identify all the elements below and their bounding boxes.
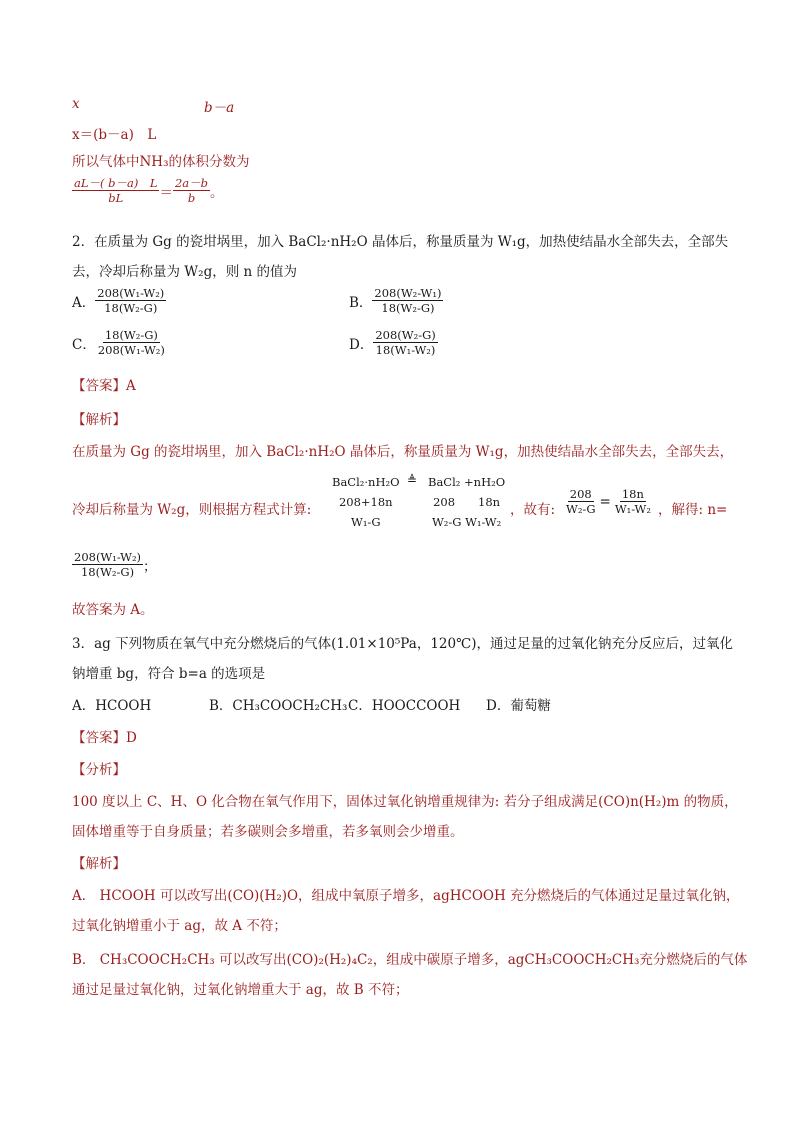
q3-stem-line2: 钠增重 bg，符合 b=a 的选项是 (72, 666, 266, 682)
reaction-left-formula: BaCl₂·nH₂O (332, 475, 400, 489)
q3-fenxi-line1: 100 度以上 C、H、O 化合物在氧气作用下，固体过氧化钠增重规律为: 若分子组成满足(CO)n(H₂)m 的物质， (72, 794, 738, 810)
sol-prev-frac1-num: aL－( b－a) L (74, 176, 158, 190)
q3-option-b: B．CH₃COOCH₂CH₃ (209, 698, 348, 714)
q2-result (72, 550, 157, 579)
q2-ratio-left-num: 208 (569, 487, 592, 501)
reaction-arrow: ≜ (407, 473, 418, 487)
sol-prev-fraction-intro: 所以气体中NH₃的体积分数为 (72, 154, 250, 170)
q3-fenxi-tag: 【分析】 (72, 762, 126, 778)
q2-option-b-num: 208(W₂-W₁) (374, 286, 442, 300)
q2-option-d (349, 328, 438, 357)
q3-fenxi-line2: 固体增重等于自身质量；若多碳则会多增重，若多氧则会少增重。 (72, 824, 464, 840)
q2-stem-line1: 2．在质量为 Gg 的瓷坩埚里，加入 BaCl₂·nH₂O 晶体后，称量质量为 W₁g，加热使结晶水全部失去，全部失 (72, 234, 729, 250)
q2-option-b-label: B． (349, 294, 373, 311)
reaction-right (428, 472, 505, 532)
q3-answer: 【答案】D (72, 730, 137, 746)
q2-conclusion: 故答案为 A。 (72, 602, 154, 618)
q2-stem-line2: 去，冷却后称量为 W₂g，则 n 的值为 (72, 264, 297, 280)
q3-option-c: C．HOOCCOOH (348, 698, 461, 714)
q3-expl-a-line2: 过氧化钠增重小于 ag，故 A 不符； (72, 918, 287, 934)
sol-prev-volume-fraction (72, 176, 224, 205)
reaction-right-amount: W₂-G W₁-W₂ (431, 515, 502, 529)
sol-prev-b-minus-a: b－a (204, 100, 235, 116)
sol-prev-x-eq: x＝(b－a) L (72, 127, 157, 143)
q3-expl-a-line1: A． HCOOH 可以改写出(CO)(H₂)O，组成中氧原子增多，agHCOOH 充分燃烧后的气体通过足量过氧化钠， (72, 888, 740, 904)
q3-option-a: A．HCOOH (72, 698, 152, 714)
sol-prev-end: 。 (210, 184, 224, 201)
q2-ratio-eq: = (599, 493, 611, 510)
q2-option-d-num: 208(W₂-G) (375, 328, 436, 342)
sol-prev-frac1 (72, 176, 159, 205)
reaction-left-mass: 208+18n (338, 495, 393, 509)
q2-option-a (72, 286, 166, 315)
sol-prev-x: x (72, 96, 80, 112)
q2-expl-line1: 在质量为 Gg 的瓷坩埚里，加入 BaCl₂·nH₂O 晶体后，称量质量为 W₁g，加热使结晶水全部失去，全部失去， (72, 444, 734, 460)
reaction-left (332, 472, 400, 532)
q2-expl-mid: ，故有: (510, 502, 556, 518)
q3-expl-b-line2: 通过足量过氧化钠，过氧化钠增重大于 ag，故 B 不符； (72, 982, 409, 998)
q3-expl-b-line1: B． CH₃COOCH₂CH₃ 可以改写出(CO)₂(H₂)₄C₂，组成中碳原子增多，agCH₃COOCH₂CH₃充分燃烧后的气体 (72, 952, 748, 968)
q2-option-b (349, 286, 443, 315)
q2-option-c-den: 208(W₁-W₂) (97, 343, 165, 357)
q2-ratio-left-den: W₂-G (566, 502, 596, 516)
q2-option-c-label: C． (72, 336, 96, 353)
q2-result-num: 208(W₁-W₂) (74, 550, 142, 564)
q3-option-d: D．葡萄糖 (486, 698, 551, 714)
q2-answer: 【答案】A (72, 378, 136, 394)
q2-option-a-den: 18(W₂-G) (104, 301, 158, 315)
q2-option-a-label: A． (72, 294, 96, 311)
q2-result-end: ； (143, 558, 157, 575)
reaction-right-formula: BaCl₂ +nH₂O (428, 475, 506, 489)
q2-option-c-num: 18(W₂-G) (104, 328, 158, 342)
q3-stem-line1: 3．ag 下列物质在氧气中充分燃烧后的气体(1.01×10⁵Pa，120℃)，通过足量的过氧化钠充分反应后，过氧化 (72, 636, 733, 652)
sol-prev-frac2-den: b (187, 191, 196, 205)
q2-ratio (564, 487, 653, 516)
sol-prev-frac1-den: bL (108, 191, 124, 205)
sol-prev-frac2 (173, 176, 210, 205)
reaction-left-amount: W₁-G (351, 515, 381, 529)
q3-jiexi-tag: 【解析】 (72, 856, 126, 872)
sol-prev-frac2-num: 2a－b (174, 176, 209, 190)
q2-analysis-tag: 【解析】 (72, 412, 126, 428)
q2-option-d-label: D． (349, 336, 374, 353)
q2-ratio-right-num: 18n (621, 487, 644, 501)
reaction-right-mass: 208 18n (433, 495, 501, 509)
q2-option-c (72, 328, 167, 357)
q2-ratio-right-den: W₁-W₂ (614, 502, 651, 516)
sol-prev-eq: ＝ (159, 184, 173, 201)
q2-expl-solve: ，解得: n= (658, 502, 728, 518)
q2-option-a-num: 208(W₁-W₂) (97, 286, 165, 300)
q2-option-d-den: 18(W₁-W₂) (375, 343, 436, 357)
q2-option-b-den: 18(W₂-G) (381, 301, 435, 315)
q2-expl-line2: 冷却后称量为 W₂g，则根据方程式计算: (72, 502, 312, 518)
q2-result-den: 18(W₂-G) (80, 565, 135, 579)
